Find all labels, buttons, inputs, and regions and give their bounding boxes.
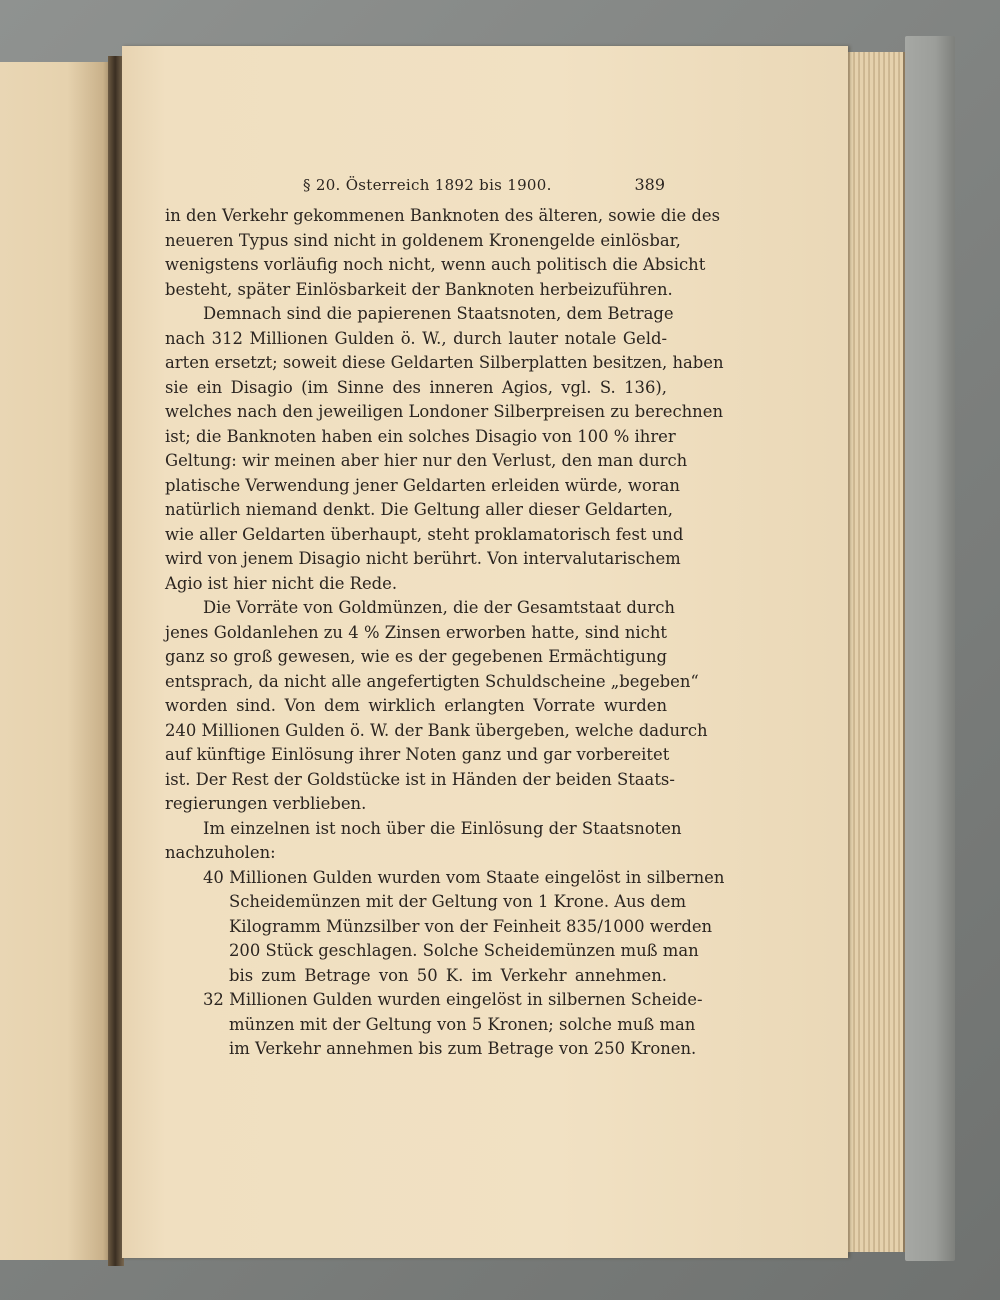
paragraph-4 [165,817,682,866]
text-line: sie ein Disagio (im Sinne des inneren Agios, vgl. S. 136), [165,377,667,397]
text-line: Kilogramm Münzsilber von der Feinheit 835/1000 werden [229,916,713,936]
text-line: ganz so groß gewesen, wie es der gegebenen Ermächtigung [165,647,667,666]
page-header [165,166,667,204]
text-line: Die Vorräte von Goldmünzen, die der Gesamtstaat durch [203,598,675,617]
text-line: platische Verwendung jener Geldarten erleiden würde, woran [165,475,680,495]
text-line: Scheidemünzen mit der Geltung von 1 Krone. Aus dem [229,892,687,911]
text-line: 200 Stück geschlagen. Solche Scheidemünzen muß man [229,941,699,960]
page-edges [845,52,905,1252]
text-line: im Verkehr annehmen bis zum Betrage von 250 Kronen. [229,1039,697,1058]
text-line: wenigstens vorläufig noch nicht, wenn auch politisch die Absicht [165,255,706,274]
text-line: arten ersetzt; soweit diese Geldarten Silberplatten besitzen, haben [165,353,724,372]
text-line: welches nach den jeweiligen Londoner Silberpreisen zu berechnen [165,402,723,421]
page-text [165,166,725,1062]
text-line: besteht, später Einlösbarkeit der Banknoten herbeizuführen. [165,279,673,299]
text-line: nachzuholen: [165,843,276,862]
text-line: wird von jenem Disagio nicht berührt. Von intervalutarischem [165,549,681,568]
text-line: 32 Millionen Gulden wurden eingelöst in silbernen Scheide- [203,990,703,1009]
text-line: jenes Goldanlehen zu 4 % Zinsen erworben hatte, sind nicht [165,622,667,642]
text-line: worden sind. Von dem wirklich erlangten Vorrate wurden [165,696,667,715]
page-number: 389 [634,175,665,194]
text-line: ist; die Banknoten haben ein solches Disagio von 100 % ihrer [165,426,676,446]
paragraph-3 [165,596,708,817]
text-line: wie aller Geldarten überhaupt, steht proklamatorisch fest und [165,524,684,544]
text-line: regierungen verblieben. [165,794,367,813]
text-line: Agio ist hier nicht die Rede. [165,573,398,593]
text-line: 40 Millionen Gulden wurden vom Staate eingelöst in silbernen [203,867,725,887]
text-line: Im einzelnen ist noch über die Einlösung der Staatsnoten [203,818,682,838]
text-line: natürlich niemand denkt. Die Geltung aller dieser Geldarten, [165,500,674,519]
text-line: nach 312 Millionen Gulden ö. W., durch lauter notale Geld- [165,328,667,348]
list-item-40-millionen [165,866,725,989]
text-line: ist. Der Rest der Goldstücke ist in Händen der beiden Staats- [165,769,675,789]
paragraph-1 [165,204,720,302]
left-page-edge [0,62,112,1260]
text-line: münzen mit der Geltung von 5 Kronen; solche muß man [229,1014,696,1034]
text-line: bis zum Betrage von 50 K. im Verkehr annehmen. [229,965,667,985]
text-line: entsprach, da nicht alle angefertigten Schuldscheine „begeben“ [165,671,699,691]
cover-edge [905,36,955,1261]
text-line: auf künftige Einlösung ihrer Noten ganz und gar vorbereitet [165,745,670,764]
running-head: § 20. Österreich 1892 bis 1900. [303,176,552,194]
paragraph-2 [165,302,724,596]
list-item-32-millionen [165,988,703,1062]
text-line: 240 Millionen Gulden ö. W. der Bank übergeben, welche dadurch [165,720,708,740]
text-line: Demnach sind die papierenen Staatsnoten, dem Betrage [203,304,674,323]
text-line: in den Verkehr gekommenen Banknoten des älteren, sowie die des [165,206,720,225]
text-line: Geltung: wir meinen aber hier nur den Verlust, den man durch [165,451,688,470]
text-line: neueren Typus sind nicht in goldenem Kronengelde einlösbar, [165,230,681,250]
